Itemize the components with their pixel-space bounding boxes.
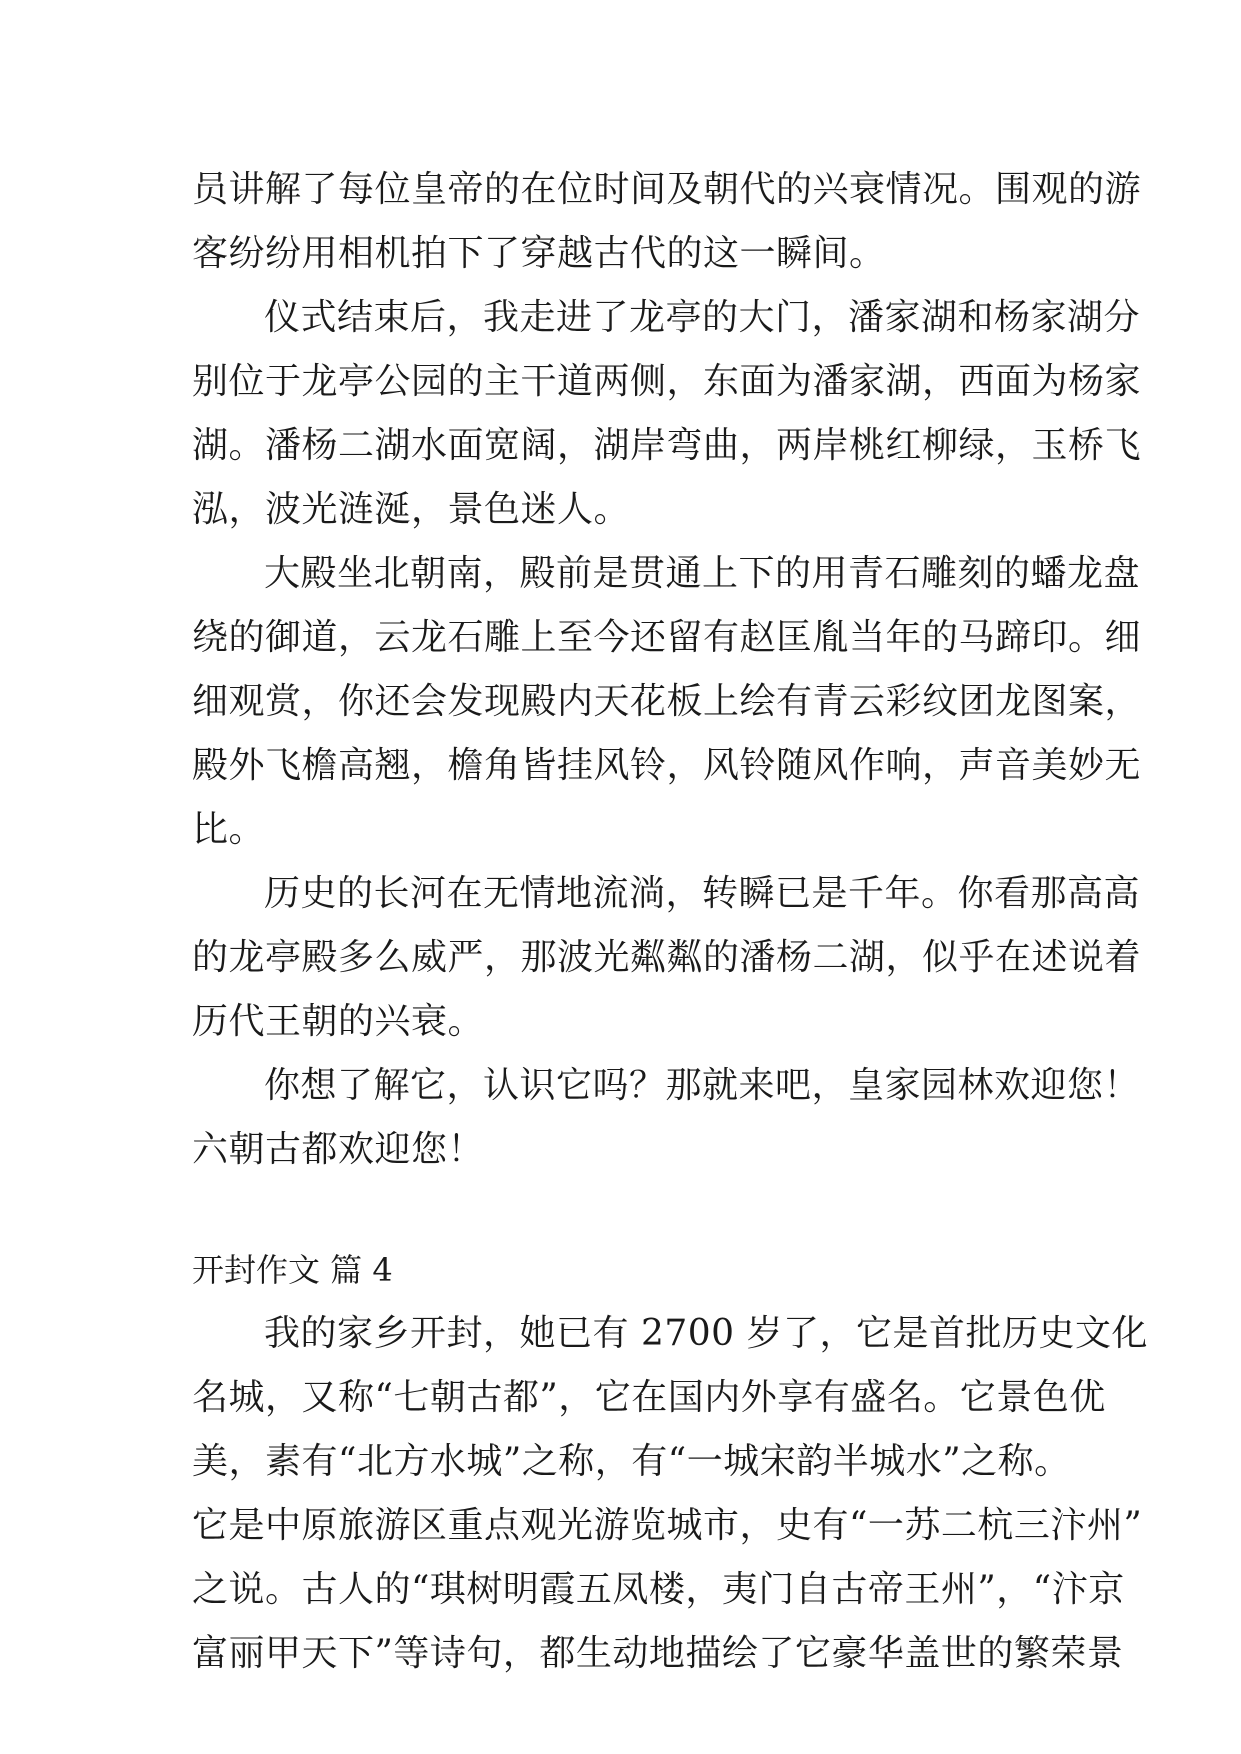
paragraph-line: 的龙亭殿多么威严，那波光粼粼的潘杨二湖，似乎在述说着 (192, 937, 1142, 978)
paragraph-line: 泓，波光涟涎，景色迷人。 (192, 489, 631, 530)
paragraph (192, 542, 1142, 862)
paragraph-line: 历史的长河在无情地流淌，转瞬已是千年。你看那高高 (264, 873, 1141, 914)
paragraph-line: 历代王朝的兴衰。 (192, 1001, 485, 1042)
document-page (192, 158, 1149, 1686)
section-heading: 开封作文 篇 4 (192, 1251, 393, 1289)
paragraph-line: 美，素有“北方水城”之称，有“一城宋韵半城水”之称。 (192, 1441, 1071, 1482)
paragraph-line: 客纷纷用相机拍下了穿越古代的这一瞬间。 (192, 233, 886, 274)
paragraph (192, 1302, 1149, 1686)
paragraph-line: 你想了解它，认识它吗？那就来吧，皇家园林欢迎您！ (264, 1065, 1141, 1106)
paragraph-line: 绕的御道，云龙石雕上至今还留有赵匡胤当年的马蹄印。细 (192, 617, 1142, 658)
paragraph-line: 别位于龙亭公园的主干道两侧，东面为潘家湖，西面为杨家 (192, 361, 1142, 402)
paragraph (192, 1054, 1141, 1182)
paragraph (192, 158, 1142, 286)
paragraph-line: 名城，又称“七朝古都”，它在国内外享有盛名。它景色优 (192, 1377, 1106, 1418)
paragraph-line: 它是中原旅游区重点观光游览城市，史有“一苏二杭三汴州” (192, 1505, 1143, 1546)
paragraph-line: 湖。潘杨二湖水面宽阔，湖岸弯曲，两岸桃红柳绿，玉桥飞 (192, 425, 1142, 466)
paragraph-line: 我的家乡开封，她已有 2700 岁了，它是首批历史文化 (264, 1313, 1149, 1354)
paragraph (192, 862, 1142, 1054)
paragraph-line: 六朝古都欢迎您！ (192, 1129, 485, 1170)
paragraph-line: 比。 (192, 809, 266, 850)
paragraph (192, 286, 1142, 542)
paragraph-line: 细观赏，你还会发现殿内天花板上绘有青云彩纹团龙图案， (192, 681, 1142, 722)
paragraph-line: 员讲解了每位皇帝的在位时间及朝代的兴衰情况。围观的游 (192, 169, 1142, 210)
paragraph-line: 仪式结束后，我走进了龙亭的大门，潘家湖和杨家湖分 (264, 297, 1141, 338)
paragraph-line: 大殿坐北朝南，殿前是贯通上下的用青石雕刻的蟠龙盘 (264, 553, 1141, 594)
paragraph-line: 富丽甲天下”等诗句，都生动地描绘了它豪华盖世的繁荣景 (192, 1633, 1124, 1674)
paragraph-line: 之说。古人的“琪树明霞五凤楼，夷门自古帝王州”，“汴京 (192, 1569, 1125, 1610)
paragraph-line: 殿外飞檐高翘，檐角皆挂风铃，风铃随风作响，声音美妙无 (192, 745, 1142, 786)
